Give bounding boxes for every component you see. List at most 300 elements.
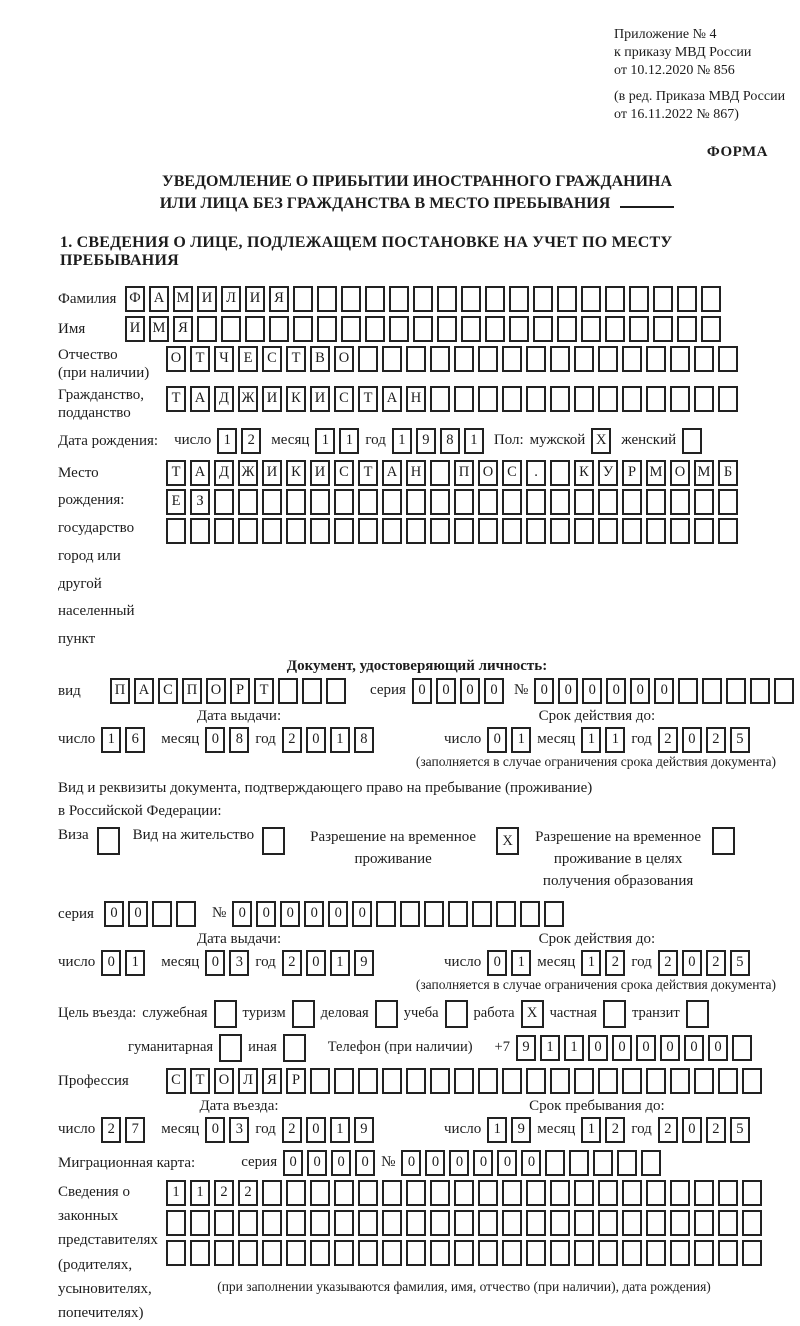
char-cell	[358, 518, 378, 544]
month-label: месяц	[161, 1121, 200, 1138]
citizenship-boxes	[166, 386, 738, 412]
purpose-private-label: частная	[549, 1005, 597, 1022]
year-label: год	[631, 731, 652, 748]
char-cell: В	[310, 346, 330, 372]
profession-boxes	[166, 1068, 762, 1094]
year-label: год	[255, 731, 276, 748]
char-cell: 9	[511, 1117, 531, 1143]
expiry-day-boxes	[487, 950, 531, 976]
char-cell: М	[694, 460, 714, 486]
char-cell	[598, 518, 618, 544]
char-cell: 9	[516, 1035, 536, 1061]
expiry-year-boxes	[658, 950, 750, 976]
char-cell	[520, 901, 540, 927]
char-cell	[533, 286, 553, 312]
char-cell: О	[206, 678, 226, 704]
char-cell	[718, 1180, 738, 1206]
checkbox-cell	[375, 1000, 398, 1028]
doc-type-label: вид	[58, 682, 81, 699]
char-cell	[190, 1240, 210, 1266]
char-cell: 0	[128, 901, 148, 927]
char-cell	[646, 518, 666, 544]
char-cell	[718, 518, 738, 544]
char-cell	[718, 346, 738, 372]
char-cell	[478, 1210, 498, 1236]
patronymic-label: Отчество (при наличии)	[58, 346, 150, 381]
checkbox-cell	[219, 1034, 242, 1062]
legal-reps-row2	[166, 1210, 762, 1236]
residence-permit-checkbox	[262, 827, 285, 855]
issue-day-boxes	[101, 950, 145, 976]
day-label: число	[58, 954, 96, 971]
char-cell	[742, 1068, 762, 1094]
char-cell	[694, 1068, 714, 1094]
char-cell	[406, 1240, 426, 1266]
char-cell: О	[478, 460, 498, 486]
char-cell: 2	[282, 1117, 302, 1143]
char-cell: 0	[484, 678, 504, 704]
char-cell: Р	[286, 1068, 306, 1094]
char-cell	[382, 1240, 402, 1266]
char-cell: Л	[238, 1068, 258, 1094]
stay-until-day-boxes	[487, 1117, 531, 1143]
purpose-tourism-label: туризм	[242, 1005, 286, 1022]
char-cell: 1	[125, 950, 145, 976]
char-cell	[550, 460, 570, 486]
char-cell	[574, 518, 594, 544]
char-cell: 0	[606, 678, 626, 704]
char-cell	[334, 1240, 354, 1266]
char-cell: О	[334, 346, 354, 372]
char-cell	[448, 901, 468, 927]
char-cell	[718, 1210, 738, 1236]
char-cell	[262, 489, 282, 515]
char-cell: 1	[392, 428, 412, 454]
expiry-note: (заполняется в случае ограничения срока действия документа)	[415, 976, 776, 992]
char-cell: М	[149, 316, 169, 342]
char-cell	[670, 489, 690, 515]
char-cell: 0	[708, 1035, 728, 1061]
char-cell	[430, 1180, 450, 1206]
purpose-business-label: деловая	[320, 1005, 369, 1022]
char-cell	[310, 1240, 330, 1266]
purpose-transit-label: транзит	[631, 1005, 680, 1022]
char-cell: 1	[315, 428, 335, 454]
char-cell: С	[334, 386, 354, 412]
expiry-month-boxes	[581, 950, 625, 976]
char-cell	[533, 316, 553, 342]
char-cell: Р	[230, 678, 250, 704]
char-cell	[286, 489, 306, 515]
char-cell	[221, 316, 241, 342]
char-cell	[617, 1150, 637, 1176]
char-cell	[496, 901, 516, 927]
char-cell: 1	[217, 428, 237, 454]
char-cell	[190, 518, 210, 544]
char-cell: 0	[582, 678, 602, 704]
char-cell	[670, 518, 690, 544]
issue-date-heading: Дата выдачи:	[196, 707, 282, 724]
number-label: №	[513, 682, 529, 699]
identity-doc-heading: Документ, удостоверяющий личность:	[286, 657, 548, 674]
char-cell: 1	[330, 1117, 350, 1143]
day-label: число	[174, 432, 212, 449]
char-cell: 0	[460, 678, 480, 704]
char-cell	[574, 1240, 594, 1266]
char-cell: 0	[256, 901, 276, 927]
char-cell	[310, 1068, 330, 1094]
char-cell	[598, 1180, 618, 1206]
temp-permit-checkbox	[496, 827, 519, 855]
char-cell: 0	[636, 1035, 656, 1061]
birth-date-field	[58, 428, 776, 454]
char-cell	[454, 1180, 474, 1206]
char-cell: 2	[214, 1180, 234, 1206]
char-cell	[437, 286, 457, 312]
checkbox-cell: X	[521, 1000, 544, 1028]
checkbox-cell	[682, 428, 702, 454]
char-cell: 2	[605, 1117, 625, 1143]
entry-dates	[58, 1098, 776, 1143]
char-cell: 0	[331, 1150, 351, 1176]
char-cell: И	[125, 316, 145, 342]
char-cell: 2	[101, 1117, 121, 1143]
legal-reps-note: (при заполнении указываются фамилия, имя, отчество (при наличии), дата рождения)	[217, 1278, 711, 1294]
char-cell	[461, 316, 481, 342]
stay-until-group	[444, 1098, 750, 1143]
appendix-line: Приложение № 4	[614, 27, 717, 42]
year-label: год	[365, 432, 386, 449]
char-cell	[550, 1068, 570, 1094]
checkbox-cell	[283, 1034, 306, 1062]
char-cell: Б	[718, 460, 738, 486]
char-cell: М	[173, 286, 193, 312]
char-cell: А	[382, 460, 402, 486]
surname-label: Фамилия	[58, 290, 117, 307]
char-cell	[557, 286, 577, 312]
char-cell: 2	[282, 727, 302, 753]
char-cell	[502, 386, 522, 412]
visa-checkbox	[97, 827, 120, 855]
char-cell	[646, 489, 666, 515]
char-cell	[454, 386, 474, 412]
char-cell	[694, 1180, 714, 1206]
char-cell: 0	[682, 950, 702, 976]
char-cell	[430, 489, 450, 515]
residence-doc-intro: Вид и реквизиты документа, подтверждающего право на пребывание (проживание) в Российской Федерации:	[58, 779, 593, 820]
char-cell	[502, 346, 522, 372]
char-cell: 0	[436, 678, 456, 704]
expiry-date-group	[444, 708, 750, 753]
char-cell: 2	[241, 428, 261, 454]
char-cell: 0	[473, 1150, 493, 1176]
char-cell: 0	[534, 678, 554, 704]
purpose-study-label: учеба	[403, 1005, 439, 1022]
expiry-date-group	[444, 931, 750, 976]
entry-year-boxes	[282, 1117, 374, 1143]
char-cell: 0	[306, 727, 326, 753]
purpose-work-checkbox	[521, 1000, 544, 1028]
doc-number-boxes	[534, 678, 794, 704]
char-cell: 0	[487, 950, 507, 976]
char-cell: С	[166, 1068, 186, 1094]
char-cell	[485, 316, 505, 342]
char-cell	[702, 678, 722, 704]
char-cell	[677, 286, 697, 312]
char-cell	[430, 1240, 450, 1266]
char-cell: 0	[355, 1150, 375, 1176]
char-cell: 0	[205, 950, 225, 976]
expiry-day-boxes	[487, 727, 531, 753]
char-cell: 0	[104, 901, 124, 927]
char-cell: Ж	[238, 386, 258, 412]
char-cell	[598, 489, 618, 515]
char-cell: 0	[630, 678, 650, 704]
purpose-humanitarian-checkbox	[219, 1034, 242, 1062]
char-cell	[646, 1068, 666, 1094]
char-cell	[406, 489, 426, 515]
checkbox-cell	[97, 827, 120, 855]
char-cell	[413, 286, 433, 312]
char-cell: 0	[412, 678, 432, 704]
temp-permit-label: Разрешение на временное проживание	[310, 829, 477, 868]
char-cell	[750, 678, 770, 704]
char-cell: К	[574, 460, 594, 486]
option-visa	[58, 827, 120, 855]
series-label: серия	[241, 1154, 278, 1171]
char-cell	[670, 386, 690, 412]
char-cell	[550, 489, 570, 515]
given-name-field	[58, 316, 776, 342]
char-cell	[358, 1068, 378, 1094]
char-cell: 1	[166, 1180, 186, 1206]
char-cell	[502, 1068, 522, 1094]
char-cell: Т	[254, 678, 274, 704]
char-cell: 0	[682, 727, 702, 753]
char-cell	[574, 489, 594, 515]
char-cell: 2	[282, 950, 302, 976]
char-cell	[454, 489, 474, 515]
char-cell	[502, 489, 522, 515]
female-checkbox	[682, 428, 702, 454]
char-cell	[478, 386, 498, 412]
char-cell	[302, 678, 322, 704]
char-cell	[701, 316, 721, 342]
char-cell	[622, 1180, 642, 1206]
char-cell	[550, 1180, 570, 1206]
char-cell	[694, 1210, 714, 1236]
char-cell	[485, 286, 505, 312]
stay-until-heading: Срок пребывания до:	[529, 1097, 665, 1114]
char-cell	[389, 286, 409, 312]
char-cell	[262, 1210, 282, 1236]
day-label: число	[444, 954, 482, 971]
birth-place-row3	[166, 518, 738, 544]
char-cell: 1	[190, 1180, 210, 1206]
char-cell: Т	[190, 1068, 210, 1094]
char-cell	[653, 316, 673, 342]
char-cell	[358, 489, 378, 515]
citizenship-label: Гражданство, подданство	[58, 386, 145, 421]
char-cell	[502, 1210, 522, 1236]
char-cell: 2	[658, 950, 678, 976]
char-cell	[293, 316, 313, 342]
char-cell	[286, 1210, 306, 1236]
char-cell	[622, 1210, 642, 1236]
char-cell	[694, 489, 714, 515]
month-label: месяц	[161, 731, 200, 748]
char-cell	[629, 316, 649, 342]
char-cell	[430, 460, 450, 486]
char-cell	[334, 489, 354, 515]
appendix-line: к приказу МВД России	[614, 45, 752, 61]
char-cell: 2	[238, 1180, 258, 1206]
char-cell	[478, 518, 498, 544]
char-cell: 3	[229, 950, 249, 976]
birth-place-row2	[166, 489, 738, 515]
char-cell	[574, 1210, 594, 1236]
char-cell	[334, 1180, 354, 1206]
char-cell	[197, 316, 217, 342]
char-cell: Т	[190, 346, 210, 372]
month-label: месяц	[537, 954, 576, 971]
issue-date-group	[58, 708, 420, 753]
year-label: год	[631, 954, 652, 971]
number-label: №	[211, 905, 227, 922]
char-cell: 0	[654, 678, 674, 704]
char-cell: Р	[622, 460, 642, 486]
residence-doc-dates	[58, 931, 776, 976]
char-cell: 1	[581, 950, 601, 976]
char-cell	[382, 1210, 402, 1236]
char-cell	[646, 386, 666, 412]
char-cell: 3	[229, 1117, 249, 1143]
char-cell	[413, 316, 433, 342]
surname-boxes	[125, 286, 721, 312]
char-cell: 0	[280, 901, 300, 927]
char-cell	[509, 316, 529, 342]
checkbox-cell	[292, 1000, 315, 1028]
char-cell	[430, 518, 450, 544]
char-cell: 0	[487, 727, 507, 753]
expiry-date-heading: Срок действия до:	[538, 930, 656, 947]
char-cell	[389, 316, 409, 342]
char-cell: 0	[306, 950, 326, 976]
char-cell: 1	[581, 727, 601, 753]
char-cell: У	[598, 460, 618, 486]
char-cell	[341, 286, 361, 312]
char-cell	[406, 1180, 426, 1206]
expiry-year-boxes	[658, 727, 750, 753]
char-cell	[581, 286, 601, 312]
char-cell	[742, 1210, 762, 1236]
char-cell	[269, 316, 289, 342]
form-title-line1: УВЕДОМЛЕНИЕ О ПРИБЫТИИ ИНОСТРАННОГО ГРАЖДАНИНА	[161, 172, 673, 190]
char-cell	[262, 1180, 282, 1206]
char-cell	[478, 489, 498, 515]
char-cell	[581, 316, 601, 342]
char-cell: 0	[401, 1150, 421, 1176]
year-label: год	[255, 954, 276, 971]
birth-day-boxes	[217, 428, 261, 454]
option-temp-permit	[298, 827, 519, 871]
appendix-citation	[614, 26, 786, 124]
char-cell: Я	[173, 316, 193, 342]
char-cell	[701, 286, 721, 312]
char-cell	[742, 1240, 762, 1266]
char-cell: .	[526, 460, 546, 486]
char-cell	[646, 1240, 666, 1266]
purpose-work-label: работа	[473, 1005, 515, 1022]
char-cell: Ж	[238, 460, 258, 486]
char-cell	[382, 346, 402, 372]
day-label: число	[444, 731, 482, 748]
char-cell	[214, 1210, 234, 1236]
char-cell	[376, 901, 396, 927]
char-cell: О	[214, 1068, 234, 1094]
char-cell: 2	[706, 950, 726, 976]
char-cell	[622, 518, 642, 544]
issue-month-boxes	[205, 727, 249, 753]
char-cell	[622, 1068, 642, 1094]
char-cell: 0	[306, 1117, 326, 1143]
char-cell: П	[454, 460, 474, 486]
char-cell	[502, 1180, 522, 1206]
surname-field	[58, 286, 776, 312]
char-cell	[334, 1210, 354, 1236]
char-cell	[550, 386, 570, 412]
char-cell	[238, 489, 258, 515]
residence-number-boxes	[232, 901, 564, 927]
char-cell: 1	[564, 1035, 584, 1061]
char-cell	[461, 286, 481, 312]
char-cell: 5	[730, 727, 750, 753]
issue-month-boxes	[205, 950, 249, 976]
char-cell	[406, 346, 426, 372]
char-cell	[382, 518, 402, 544]
char-cell	[574, 1068, 594, 1094]
char-cell	[245, 316, 265, 342]
migration-number-boxes	[401, 1150, 661, 1176]
char-cell: 7	[125, 1117, 145, 1143]
male-label: мужской	[529, 432, 586, 449]
char-cell: 1	[330, 950, 350, 976]
option-residence-permit	[133, 827, 285, 855]
char-cell	[406, 518, 426, 544]
purpose-other-checkbox	[283, 1034, 306, 1062]
patronymic-field	[58, 346, 776, 382]
char-cell	[478, 1068, 498, 1094]
char-cell	[670, 346, 690, 372]
char-cell: 0	[352, 901, 372, 927]
char-cell	[622, 1240, 642, 1266]
char-cell	[670, 1068, 690, 1094]
expiry-note: (заполняется в случае ограничения срока действия документа)	[415, 753, 776, 769]
char-cell: П	[110, 678, 130, 704]
char-cell	[670, 1240, 690, 1266]
char-cell	[341, 316, 361, 342]
char-cell	[238, 518, 258, 544]
purpose-tourism-checkbox	[292, 1000, 315, 1028]
char-cell	[598, 1210, 618, 1236]
entry-month-boxes	[205, 1117, 249, 1143]
legal-reps-field	[58, 1180, 776, 1326]
phone-label: Телефон (при наличии)	[327, 1039, 473, 1056]
char-cell	[574, 386, 594, 412]
char-cell: Е	[166, 489, 186, 515]
char-cell: 1	[464, 428, 484, 454]
char-cell	[598, 346, 618, 372]
